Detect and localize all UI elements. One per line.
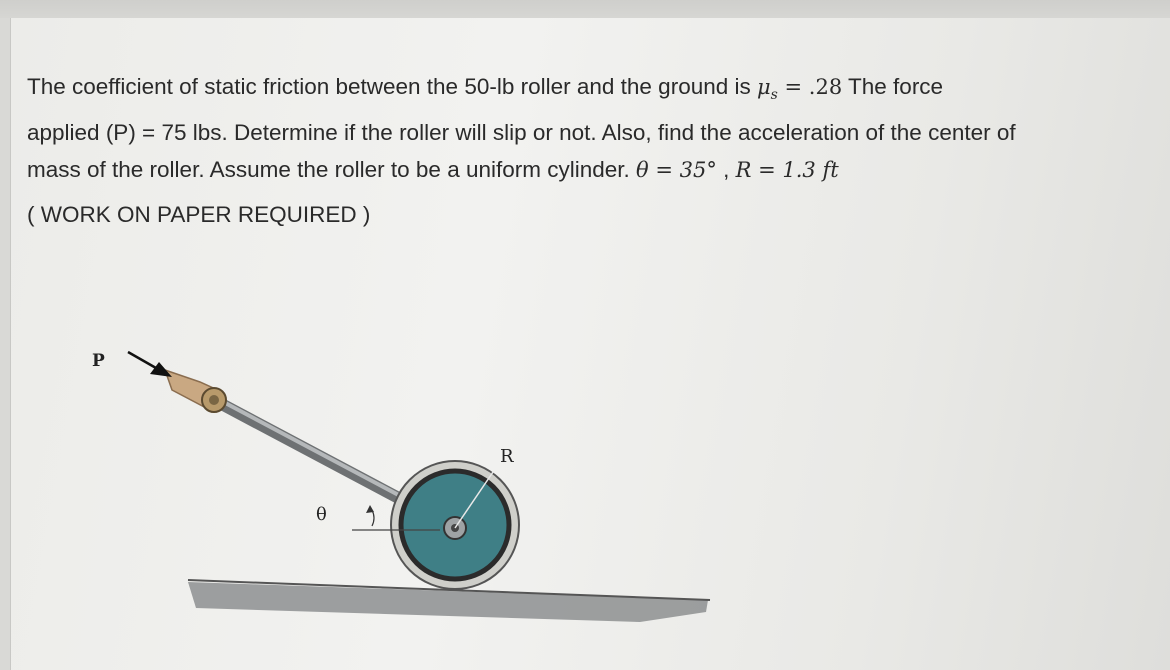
work-required-note: ( WORK ON PAPER REQUIRED ) xyxy=(27,202,371,227)
mu-letter: μ xyxy=(757,75,771,99)
radius-label: R xyxy=(500,446,514,467)
radius-expression: R = 1.3 ft xyxy=(735,158,839,183)
expression-separator: , xyxy=(716,157,736,183)
handle-pivot-center xyxy=(209,395,219,405)
angle-arc-head xyxy=(366,505,374,513)
statement-line3-text: mass of the roller. Assume the roller to be a uniform cylinder. xyxy=(27,157,637,183)
force-label: P xyxy=(92,351,105,371)
angle-label: θ xyxy=(316,504,327,525)
angle-arc xyxy=(372,510,374,526)
force-arrowhead xyxy=(150,362,172,377)
statement-line1-suffix: The force xyxy=(842,74,944,99)
mu-subscript: s xyxy=(770,87,778,104)
theta-expression: θ = 35° xyxy=(636,158,717,183)
statement-line1-text: The coefficient of static friction between the 50-lb roller and the ground is xyxy=(27,74,757,99)
mu-value: = .28 xyxy=(777,75,843,99)
statement-line2-text: applied (P) = 75 lbs. Determine if the roller will slip or not. Also, find the acceleration of the center of xyxy=(27,120,1016,146)
